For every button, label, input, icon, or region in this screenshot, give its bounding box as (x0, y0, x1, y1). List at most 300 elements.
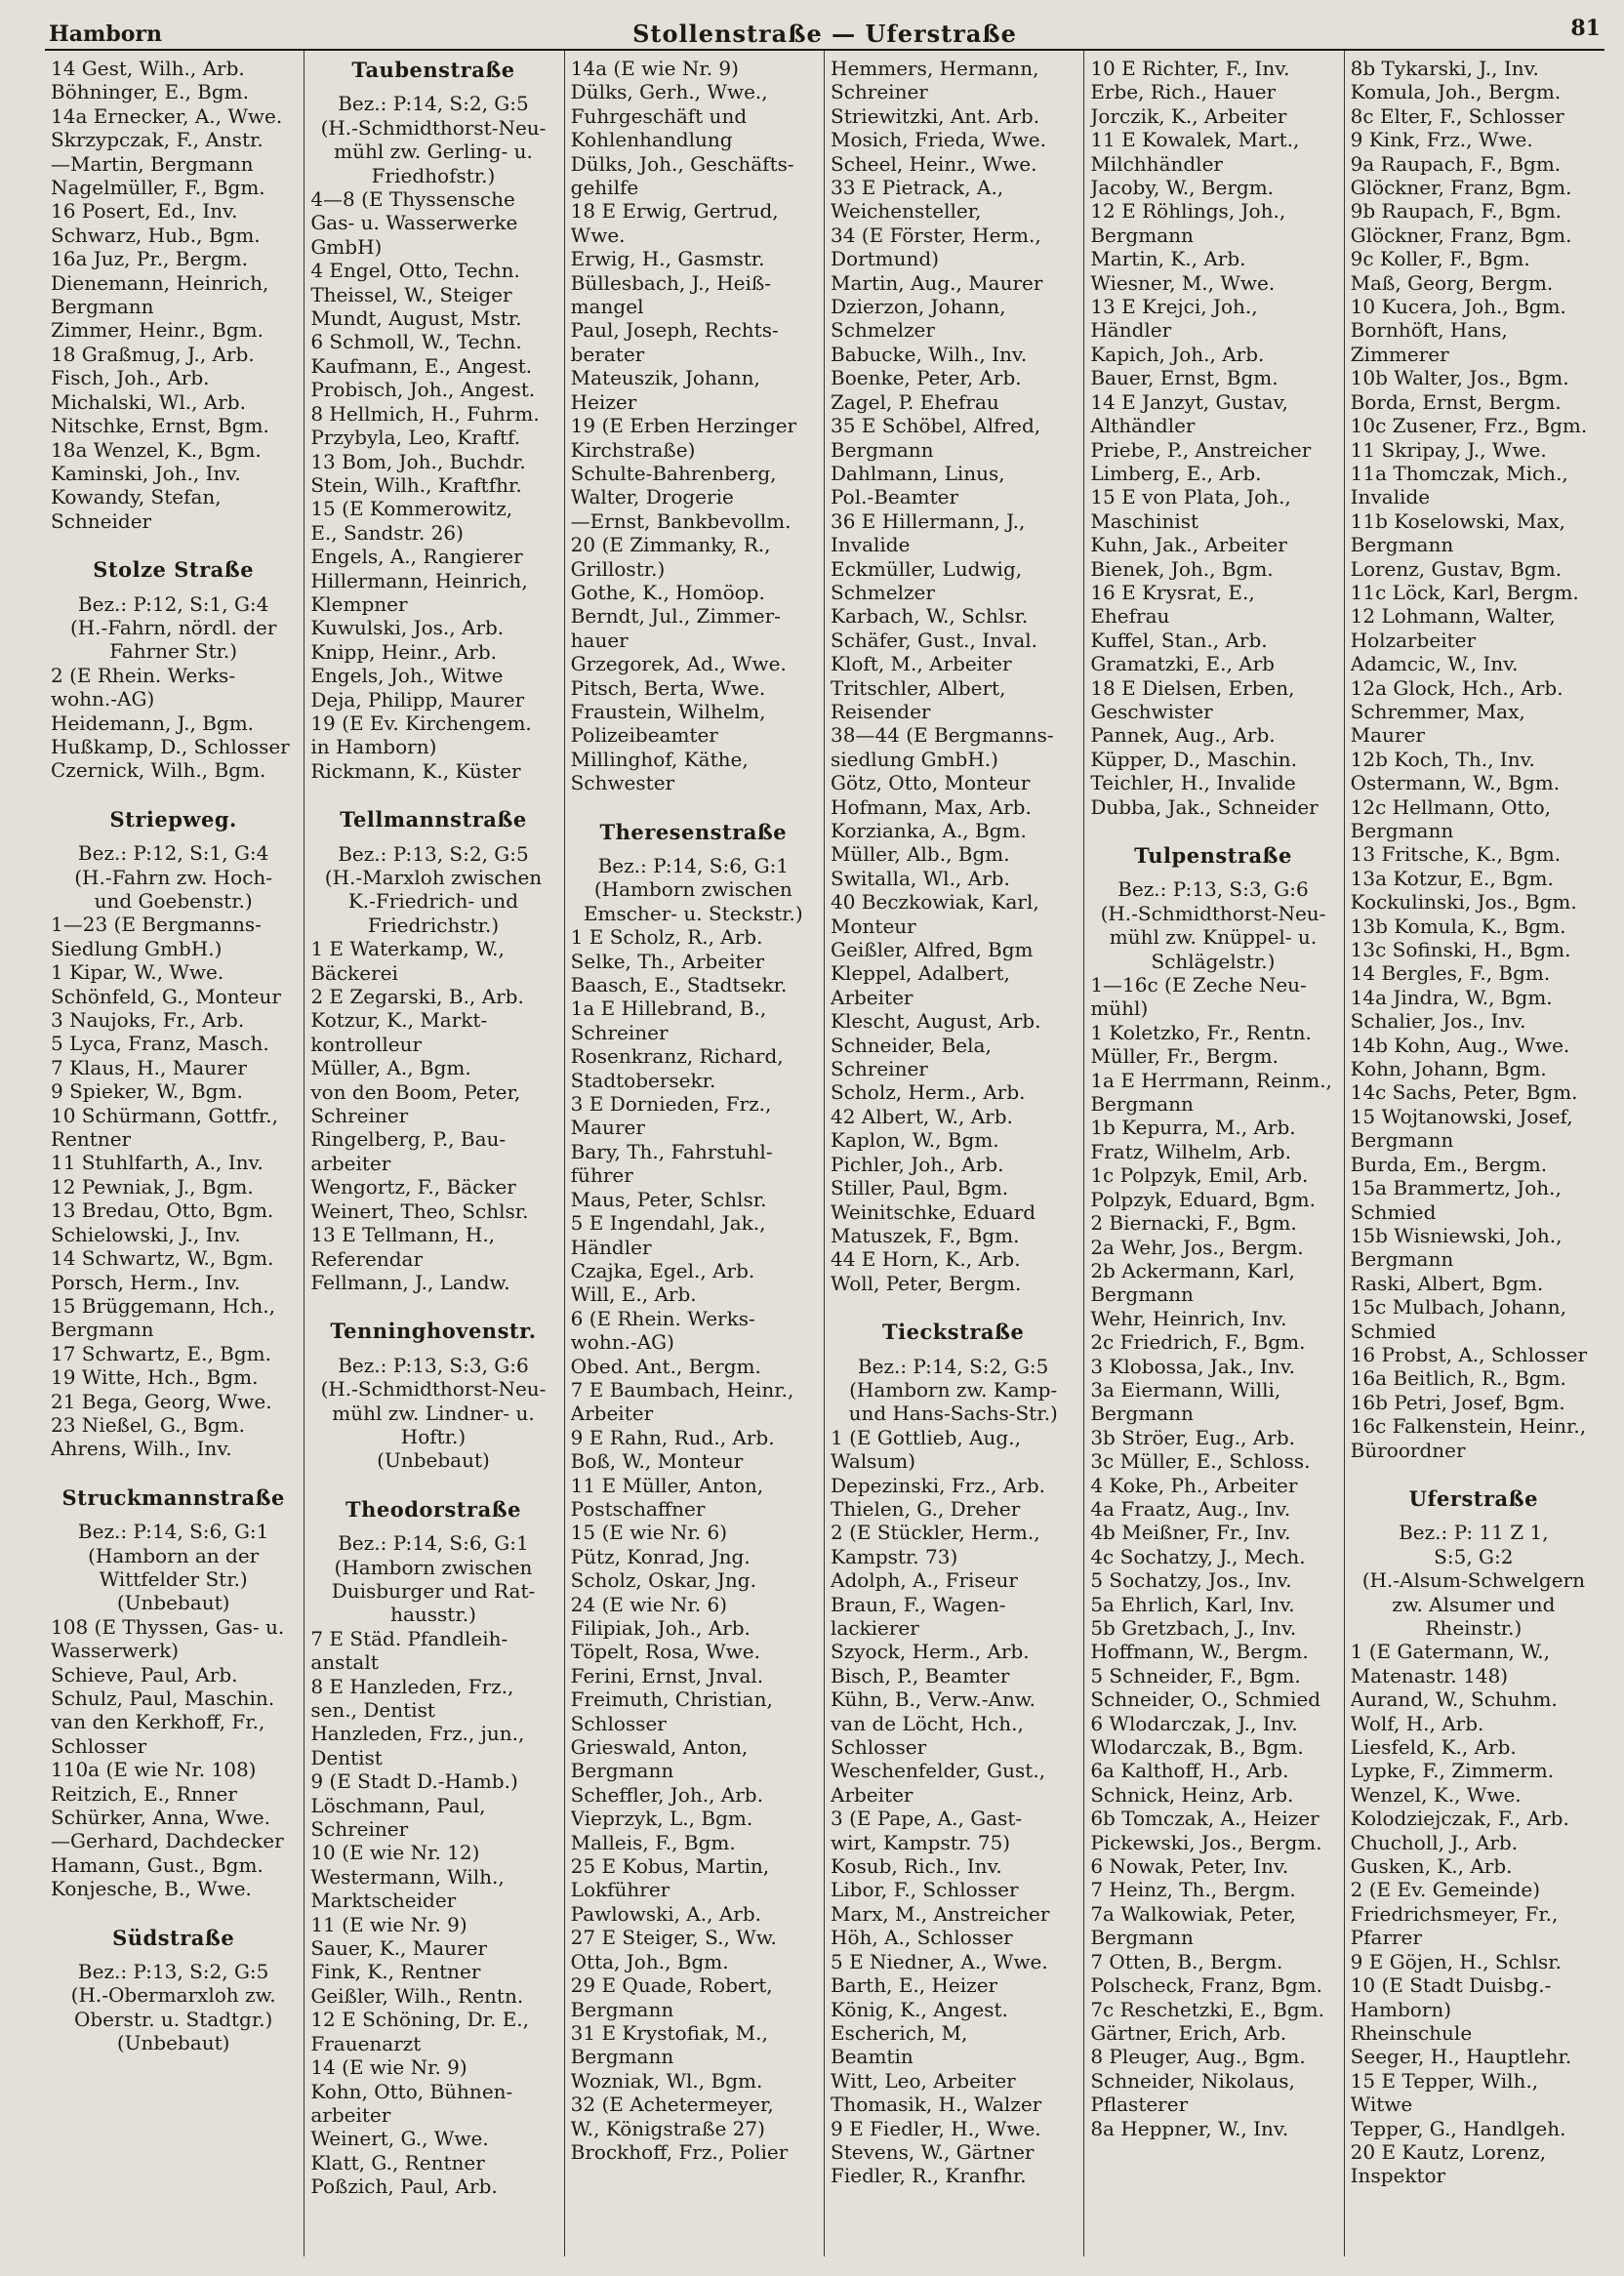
street-info: Bez.: P:14, S:6, G:1 (338, 1531, 529, 1556)
resident-entry: Bergmann (570, 1759, 674, 1783)
resident-entry: Braun, F., Wagen- (831, 1592, 1006, 1616)
resident-entry: 13 Bredau, Otto, Bgm. (51, 1199, 274, 1223)
resident-entry: berater (570, 342, 645, 366)
resident-entry: Wenzel, K., Wwe. (1350, 1782, 1522, 1807)
resident-entry: Pol.-Beamter (831, 485, 959, 509)
resident-entry: Bergmann (1090, 1092, 1194, 1117)
resident-entry: 18a Wenzel, K., Bgm. (51, 437, 262, 462)
resident-entry: Rickmann, K., Küster (310, 758, 521, 783)
resident-entry: Szyock, Herm., Arb. (831, 1640, 1030, 1664)
resident-entry: 9 E Fiedler, H., Wwe. (831, 2116, 1041, 2140)
resident-entry: Fisch, Joh., Arb. (51, 366, 210, 390)
resident-entry: Marx, M., Anstreicher (831, 1901, 1050, 1926)
resident-entry: Lorenz, Gustav, Bgm. (1350, 556, 1563, 581)
street-info: (H.-Schmidthorst-Neu- (320, 1377, 547, 1402)
resident-entry: hauer (570, 628, 629, 652)
resident-entry: Engels, Joh., Witwe (310, 664, 504, 688)
resident-entry: Porsch, Herm., Inv. (51, 1270, 241, 1294)
resident-entry: 27 E Steiger, S., Ww. (570, 1926, 777, 1950)
resident-entry: 5 E Niedner, A., Wwe. (831, 1949, 1048, 1973)
resident-entry: Adolph, A., Friseur (831, 1568, 1018, 1593)
resident-entry: Wlodarczak, B., Bgm. (1090, 1735, 1304, 1760)
street-info: Bez.: P:14, S:6, G:1 (597, 854, 790, 877)
resident-entry: Bergmann (831, 437, 934, 462)
resident-entry: Engels, A., Rangierer (310, 545, 523, 569)
resident-entry: Schneider, O., Schmied (1090, 1687, 1321, 1712)
resident-entry: Tepper, G., Handlgeh. (1350, 2116, 1566, 2140)
resident-entry: Probisch, Joh., Angest. (310, 378, 536, 402)
resident-entry: Gramatzki, E., Arb (1090, 652, 1275, 676)
resident-entry: Millinghof, Käthe, (570, 747, 749, 771)
resident-entry: Kotzur, K., Markt- (310, 1008, 488, 1033)
resident-entry: 14 Schwartz, W., Bgm. (51, 1246, 274, 1271)
resident-entry: Raski, Albert, Bgm. (1350, 1271, 1544, 1295)
resident-entry: von den Boom, Peter, (310, 1079, 521, 1104)
resident-entry: Reitzich, E., Rnner (51, 1781, 237, 1806)
resident-entry: 7 Otten, B., Bergm. (1090, 1949, 1283, 1973)
resident-entry: 5 E Ingendahl, Jak., (570, 1211, 766, 1236)
resident-entry: Rentner (51, 1127, 132, 1152)
resident-entry: 13 Bom, Joh., Buchdr. (310, 449, 526, 473)
directory-column (825, 51, 1084, 2256)
resident-entry: 10 E Richter, F., Inv. (1090, 57, 1290, 80)
resident-entry: —Martin, Bergmann (51, 151, 254, 176)
street-info: (H.-Fahrn, nördl. der (69, 615, 277, 639)
resident-entry: 6a Kalthoff, H., Arb. (1090, 1759, 1289, 1783)
street-info: S:5, G:2 (1434, 1544, 1514, 1568)
street-heading: Tenninghovenstr. (330, 1319, 537, 1344)
street-info: Bez.: P:13, S:2, G:5 (77, 1960, 269, 1984)
resident-entry: 11c Löck, Karl, Bergm. (1350, 580, 1579, 604)
resident-entry: Woll, Peter, Bergm. (831, 1271, 1022, 1295)
resident-entry: sen., Dentist (310, 1698, 435, 1722)
resident-entry: 20 (E Zimmanky, R., (570, 533, 771, 557)
resident-entry: Gas- u. Wasserwerke (310, 211, 518, 235)
resident-entry: Karbach, W., Schlsr. (831, 604, 1029, 629)
resident-entry: Fraustein, Wilhelm, (570, 699, 766, 723)
resident-entry: Kirchstraße) (570, 437, 696, 462)
resident-entry: 8 Hellmich, H., Fuhrm. (310, 401, 540, 426)
resident-entry: Frauenarzt (310, 2031, 422, 2055)
resident-entry: Küpper, D., Maschin. (1090, 747, 1298, 771)
resident-entry: Geißler, Wilh., Rentn. (310, 1983, 524, 2008)
resident-entry: Müller, Alb., Bgm. (831, 842, 1010, 867)
resident-entry: 10 (E wie Nr. 12) (310, 1841, 480, 1865)
resident-entry: Maus, Peter, Schlsr. (570, 1187, 767, 1211)
resident-entry: 15 Wojtanowski, Josef, (1350, 1104, 1573, 1128)
resident-entry: Dortmund) (831, 247, 940, 271)
resident-entry: 3 Klobossa, Jak., Inv. (1090, 1354, 1295, 1378)
resident-entry: 1 (E Gottlieb, Aug., (831, 1425, 1021, 1449)
resident-entry: 42 Albert, W., Arb. (831, 1104, 1013, 1128)
street-heading: Taubenstraße (351, 58, 515, 82)
resident-entry: 16c Falkenstein, Heinr., (1350, 1414, 1587, 1439)
resident-entry: mühl) (1090, 996, 1149, 1021)
resident-entry: 6 Schmoll, W., Techn. (310, 330, 522, 354)
resident-entry: Schwarz, Hub., Bgm. (51, 223, 261, 247)
resident-entry: wohn.-AG) (570, 1330, 674, 1355)
resident-entry: Schielowski, J., Inv. (51, 1222, 241, 1246)
resident-entry: Jorczik, K., Arbeiter (1090, 103, 1287, 128)
resident-entry: Wengortz, F., Bäcker (310, 1175, 516, 1199)
resident-entry: Scholz, Herm., Arb. (831, 1080, 1026, 1105)
resident-entry: Kolodziejczak, F., Arb. (1350, 1807, 1569, 1831)
resident-entry: Monteur (831, 914, 916, 938)
resident-entry: Geißler, Alfred, Bgm (831, 938, 1034, 962)
street-info: (Unbebaut) (116, 1591, 230, 1615)
resident-entry: Escherich, M, (831, 2020, 968, 2045)
resident-entry: 5b Gretzbach, J., Inv. (1090, 1616, 1297, 1640)
resident-entry: Höh, A., Schlosser (831, 1926, 1013, 1950)
header-street-range: Stollenstraße — Uferstraße (632, 20, 1017, 48)
street-info: (H.-Obermarxloh zw. (70, 1983, 276, 2008)
resident-entry: 14b Kohn, Aug., Wwe. (1350, 1033, 1570, 1057)
resident-entry: Kampstr. 73) (831, 1544, 958, 1568)
resident-entry: Milchhändler (1090, 151, 1223, 176)
resident-entry: 17 Schwartz, E., Bgm. (51, 1341, 271, 1365)
resident-entry: 31 E Krystofiak, M., (570, 2020, 768, 2045)
resident-entry: Müller, A., Bgm. (310, 1056, 471, 1080)
resident-entry: Walter, Drogerie (570, 485, 734, 509)
street-info: mühl zw. Knüppel- u. (1109, 925, 1318, 950)
resident-entry: 10 (E Stadt Duisbg.- (1350, 1973, 1552, 1998)
resident-entry: Händler (570, 1235, 652, 1259)
directory-column (304, 51, 564, 2256)
resident-entry: Scheffler, Joh., Arb. (570, 1782, 763, 1807)
resident-entry: Schlosser (831, 1735, 927, 1760)
resident-entry: E., Sandstr. 26) (310, 520, 464, 545)
resident-entry: Weinitschke, Eduard (831, 1199, 1036, 1224)
resident-entry: 24 (E wie Nr. 6) (570, 1592, 728, 1616)
resident-entry: Wwe. (570, 223, 626, 247)
resident-entry: 7 Klaus, H., Maurer (51, 1055, 247, 1079)
resident-entry: Stevens, W., Gärtner (831, 2139, 1035, 2164)
resident-entry: siedlung GmbH.) (831, 747, 998, 771)
resident-entry: Schmied (1350, 1319, 1437, 1343)
resident-entry: 18 E Erwig, Gertrud, (570, 199, 779, 224)
resident-entry: 4c Sochatzy, J., Mech. (1090, 1544, 1306, 1568)
resident-entry: Hußkamp, D., Schlosser (51, 734, 290, 758)
resident-entry: Malleis, F., Bgm. (570, 1830, 736, 1854)
resident-entry: Ringelberg, P., Bau- (310, 1127, 507, 1152)
resident-entry: Schlosser (51, 1733, 147, 1758)
resident-entry: 14 Gest, Wilh., Arb. (51, 57, 245, 80)
resident-entry: 40 Beczkowiak, Karl, (831, 890, 1039, 914)
resident-entry: Invalide (831, 533, 911, 557)
resident-entry: Borda, Ernst, Bergm. (1350, 389, 1562, 414)
street-info: (H.-Schmidthorst-Neu- (320, 115, 547, 140)
resident-entry: Striewitzki, Ant. Arb. (831, 103, 1040, 128)
resident-entry: Reisender (831, 699, 931, 723)
resident-entry: Althändler (1090, 414, 1196, 438)
street-info: Emscher- u. Steckstr.) (583, 901, 803, 925)
resident-entry: 1b Kepurra, M., Arb. (1090, 1116, 1296, 1140)
resident-entry: 12 Pewniak, J., Bgm. (51, 1174, 254, 1199)
resident-entry: 11 E Müller, Anton, (570, 1473, 764, 1497)
street-info: (Hamborn zwischen (334, 1555, 533, 1579)
resident-entry: Fuhrgeschäft und (570, 103, 748, 128)
resident-entry: 7a Walkowiak, Peter, (1090, 1901, 1296, 1926)
resident-entry: 12b Koch, Th., Inv. (1350, 747, 1535, 771)
resident-entry: 19 (E Erben Herzinger (570, 414, 797, 438)
resident-entry: Kohn, Otto, Bühnen- (310, 2079, 513, 2103)
resident-entry: —Ernst, Bankbevollm. (570, 508, 792, 533)
resident-entry: Friedrichsmeyer, Fr., (1350, 1901, 1559, 1926)
resident-entry: Pflasterer (1090, 2093, 1189, 2117)
resident-entry: Schneider (51, 508, 152, 533)
resident-entry: Bienek, Joh., Bgm. (1090, 556, 1274, 581)
resident-entry: Schreiner (310, 1104, 409, 1128)
resident-entry: Schürker, Anna, Wwe. (51, 1806, 270, 1830)
resident-entry: 33 E Pietrack, A., (831, 176, 1004, 200)
resident-entry: Kloft, M., Arbeiter (831, 652, 1012, 676)
resident-entry: Limberg, E., Arb. (1090, 461, 1262, 485)
resident-entry: Witwe (1350, 2093, 1413, 2117)
resident-entry: Kühn, B., Verw.-Anw. (831, 1687, 1035, 1712)
resident-entry: 6 Wlodarczak, J., Inv. (1090, 1711, 1298, 1735)
resident-entry: Kuwulski, Jos., Arb. (310, 616, 505, 640)
resident-entry: 11 E Kowalek, Mart., (1090, 128, 1300, 152)
resident-entry: Kowandy, Stefan, (51, 485, 222, 509)
resident-entry: 3c Müller, E., Schloss. (1090, 1449, 1311, 1474)
resident-entry: Beamtin (831, 2045, 914, 2069)
directory-column (1084, 51, 1344, 2256)
resident-entry: 19 Witte, Hch., Bgm. (51, 1365, 259, 1390)
resident-entry: Schalier, Jos., Inv. (1350, 1009, 1526, 1034)
resident-entry: Sauer, K., Maurer (310, 1936, 488, 1961)
resident-entry: Bergmann (51, 1318, 154, 1342)
street-heading: Uferstraße (1408, 1485, 1538, 1511)
resident-entry: Filipiak, Joh., Arb. (570, 1616, 751, 1640)
street-info: Hoftr.) (400, 1424, 467, 1448)
resident-entry: Grillostr.) (570, 556, 666, 581)
resident-entry: Scheel, Heinr., Wwe. (831, 151, 1037, 176)
resident-entry: Maurer (1350, 723, 1425, 748)
resident-entry: 10 Kucera, Joh., Bgm. (1350, 295, 1566, 319)
resident-entry: Geschwister (1090, 699, 1213, 723)
resident-entry: Hamborn) (1350, 1997, 1452, 2021)
resident-entry: 13b Komula, K., Bgm. (1350, 914, 1566, 938)
resident-entry: Polscheck, Franz, Bgm. (1090, 1973, 1322, 1998)
resident-entry: Matuszek, F., Bgm. (831, 1223, 1020, 1247)
resident-entry: Baasch, E., Stadtsekr. (570, 973, 788, 997)
resident-entry: Marktscheider (310, 1889, 457, 1913)
street-heading: Theresenstraße (599, 819, 788, 844)
resident-entry: 16a Juz, Pr., Bergm. (51, 247, 248, 271)
resident-entry: 11 (E wie Nr. 9) (310, 1912, 467, 1936)
resident-entry: van den Kerkhoff, Fr., (51, 1710, 265, 1734)
resident-entry: Komula, Joh., Bergm. (1350, 80, 1562, 104)
resident-entry: 23 Nießel, G., Bgm. (51, 1412, 246, 1437)
resident-entry: Barth, E., Heizer (831, 1973, 998, 1998)
resident-entry: wirt, Kampstr. 75) (831, 1830, 1011, 1854)
street-info: Bez.: P:14, S:2, G:5 (857, 1354, 1049, 1378)
resident-entry: Schönfeld, G., Monteur (51, 984, 281, 1008)
resident-entry: Zagel, P. Ehefrau (831, 389, 999, 414)
resident-entry: 25 E Kobus, Martin, (570, 1854, 770, 1879)
resident-entry: Pawlowski, A., Arb. (570, 1901, 761, 1926)
resident-entry: 16 E Krysrat, E., (1090, 580, 1255, 604)
resident-entry: Wozniak, Wl., Bgm. (570, 2068, 763, 2093)
resident-entry: Hofmann, Max, Arb. (831, 794, 1032, 819)
resident-entry: 13c Sofinski, H., Bgm. (1350, 938, 1571, 962)
resident-entry: 15 (E Kommerowitz, (310, 497, 513, 521)
street-info: Fahrner Str.) (109, 639, 238, 664)
resident-entry: Böhninger, E., Bgm. (51, 80, 249, 104)
street-info: und Goebenstr.) (94, 889, 253, 913)
resident-entry: 4 Engel, Otto, Techn. (310, 259, 520, 283)
resident-entry: Bornhöft, Hans, (1350, 318, 1508, 343)
resident-entry: Wolf, H., Arb. (1350, 1711, 1484, 1735)
resident-entry: Mundt, August, Mstr. (310, 306, 522, 331)
resident-entry: Kohn, Johann, Bgm. (1350, 1057, 1547, 1081)
resident-entry: Hamann, Gust., Bgm. (51, 1852, 264, 1877)
resident-entry: Thomasik, H., Walzer (831, 2093, 1042, 2117)
resident-entry: Kapich, Joh., Arb. (1090, 342, 1265, 366)
resident-entry: 13a Kotzur, E., Bgm. (1350, 866, 1554, 890)
street-heading: Südstraße (112, 1925, 235, 1950)
resident-entry: Fratz, Wilhelm, Arb. (1090, 1139, 1291, 1163)
resident-entry: 2c Friedrich, F., Bgm. (1090, 1330, 1306, 1355)
resident-entry: 1a E Herrmann, Reinm., (1090, 1068, 1332, 1092)
resident-entry: 1—16c (E Zeche Neu- (1090, 973, 1307, 997)
resident-entry: Hanzleden, Frz., jun., (310, 1722, 525, 1746)
street-info: Duisburger und Rat- (331, 1578, 536, 1603)
resident-entry: Klatt, G., Rentner (310, 2150, 485, 2174)
resident-entry: 15 E Tepper, Wilh., (1350, 2068, 1539, 2093)
resident-entry: Büroordner (1350, 1438, 1466, 1462)
street-info: Bez.: P:14, S:6, G:1 (77, 1520, 269, 1544)
resident-entry: 1 Kipar, W., Wwe. (51, 960, 224, 985)
resident-entry: Bisch, P., Beamter (831, 1663, 1010, 1687)
street-heading: Tulpenstraße (1134, 843, 1292, 868)
resident-entry: Burda, Em., Bergm. (1350, 1152, 1548, 1176)
resident-entry: 6 Nowak, Peter, Inv. (1090, 1854, 1289, 1879)
resident-entry: 1 E Scholz, R., Arb. (570, 925, 763, 950)
resident-entry: Bergmann (570, 1997, 674, 2021)
resident-entry: Otta, Joh., Bgm. (570, 1949, 729, 1973)
street-info: Rheinstr.) (1425, 1616, 1522, 1640)
resident-entry: Pannek, Aug., Arb. (1090, 723, 1276, 748)
resident-entry: Klescht, August, Arb. (831, 1009, 1041, 1034)
resident-entry: Bergmann (1350, 1247, 1454, 1272)
resident-entry: Priebe, P., Anstreicher (1090, 437, 1312, 462)
resident-entry: 4a Fraatz, Aug., Inv. (1090, 1496, 1291, 1521)
resident-entry: 4b Meißner, Fr., Inv. (1090, 1521, 1291, 1545)
resident-entry: König, K., Angest. (831, 1997, 1008, 2021)
resident-entry: Händler (1090, 318, 1172, 343)
resident-entry: Martin, Aug., Maurer (831, 270, 1043, 295)
resident-entry: Przybyla, Leo, Kraftf. (310, 426, 521, 450)
resident-entry: Fellmann, J., Landw. (310, 1270, 510, 1294)
resident-entry: 19 (E Ev. Kirchengem. (310, 711, 532, 735)
resident-entry: 12 Lohmann, Walter, (1350, 604, 1556, 629)
street-heading: Tellmannstraße (340, 807, 527, 833)
resident-entry: 32 (E Achetermeyer, (570, 2093, 774, 2117)
resident-entry: Schmelzer (831, 318, 935, 343)
resident-entry: GmbH) (310, 234, 383, 259)
resident-entry: Wasserwerk) (51, 1639, 180, 1663)
resident-entry: —Gerhard, Dachdecker (51, 1829, 284, 1853)
resident-entry: 20 E Kautz, Lorenz, (1350, 2139, 1546, 2164)
page-number: 81 (1570, 16, 1601, 41)
resident-entry: 7c Reschetzki, E., Bgm. (1090, 1997, 1324, 2021)
resident-entry: Thielen, G., Dreher (831, 1496, 1021, 1521)
street-info: K.-Friedrich- und (347, 889, 519, 914)
resident-entry: 14 E Janzyt, Gustav, (1090, 389, 1288, 414)
resident-entry: Büllesbach, J., Heiß- (570, 270, 771, 295)
resident-entry: 2 (E Rhein. Werks- (51, 663, 236, 687)
resident-entry: 3b Ströer, Eug., Arb. (1090, 1425, 1295, 1449)
resident-entry: Schneider, Nikolaus, (1090, 2068, 1295, 2093)
street-info: Bez.: P: 11 Z 1, (1399, 1521, 1549, 1545)
resident-entry: Hillermann, Heinrich, (310, 568, 528, 592)
resident-entry: Pickewski, Jos., Bergm. (1090, 1830, 1322, 1854)
resident-entry: Schmelzer (831, 580, 935, 604)
resident-entry: 1 (E Gatermann, W., (1350, 1640, 1550, 1664)
resident-entry: Schreiner (831, 1057, 928, 1081)
resident-entry: Schneider, Bela, (831, 1033, 992, 1057)
street-info: (H.-Marxloh zwischen (324, 866, 543, 889)
resident-entry: Dzierzon, Johann, (831, 295, 1006, 319)
resident-entry: 8a Heppner, W., Inv. (1090, 2116, 1289, 2140)
resident-entry: Dülks, Joh., Geschäfts- (570, 151, 794, 176)
resident-entry: Bäckerei (310, 960, 398, 985)
street-info: (Unbebaut) (377, 1448, 490, 1473)
street-info: (H.-Alsum-Schwelgern (1361, 1568, 1585, 1593)
directory-column (45, 51, 304, 2256)
resident-entry: führer (570, 1163, 633, 1188)
street-info: (H.-Fahrn zw. Hoch- (74, 865, 273, 889)
resident-entry: 15b Wisniewski, Joh., (1350, 1223, 1563, 1247)
resident-entry: Kohlenhandlung (570, 128, 733, 152)
resident-entry: Aurand, W., Schuhm. (1350, 1687, 1558, 1712)
resident-entry: Kosub, Rich., Inv. (831, 1854, 1002, 1879)
resident-entry: 5 Schneider, F., Bgm. (1090, 1663, 1301, 1687)
resident-entry: Bergmann (51, 295, 154, 319)
resident-entry: Bergmann (1090, 1282, 1194, 1307)
resident-entry: 3 E Dornieden, Frz., (570, 1092, 772, 1117)
street-heading: Striepweg. (109, 806, 237, 832)
page-header (45, 14, 1604, 51)
street-info: Bez.: P:12, S:1, G:4 (77, 841, 269, 866)
resident-entry: 6b Tomczak, A., Heizer (1090, 1807, 1320, 1831)
resident-entry: 35 E Schöbel, Alfred, (831, 414, 1041, 438)
resident-entry: 10c Zusener, Frz., Bgm. (1350, 414, 1588, 438)
resident-entry: Schulz, Paul, Maschin. (51, 1687, 275, 1710)
resident-entry: Zimmer, Heinr., Bgm. (51, 318, 264, 343)
resident-entry: Maurer (570, 1116, 645, 1140)
resident-entry: Grieswald, Anton, (570, 1735, 749, 1760)
resident-entry: Boenke, Peter, Arb. (831, 366, 1022, 390)
resident-entry: Tritschler, Albert, (831, 675, 1006, 700)
resident-entry: 7 Heinz, Th., Bergm. (1090, 1878, 1296, 1902)
resident-entry: 14a Jindra, W., Bgm. (1350, 985, 1553, 1009)
resident-entry: Depezinski, Frz., Arb. (831, 1473, 1046, 1497)
resident-entry: 2 E Zegarski, B., Arb. (310, 985, 524, 1009)
resident-entry: 2 (E Stückler, Herm., (831, 1521, 1040, 1545)
street-heading: Tieckstraße (882, 1320, 1025, 1345)
resident-entry: 15 Brüggemann, Hch., (51, 1293, 275, 1318)
street-heading: Theodorstraße (345, 1496, 521, 1522)
resident-entry: Ehefrau (1090, 604, 1170, 629)
resident-entry: 15 E von Plata, Joh., (1090, 485, 1291, 509)
resident-entry: Erbe, Rich., Hauer (1090, 80, 1277, 104)
header-district: Hamborn (49, 21, 162, 47)
resident-entry: wohn.-AG) (51, 687, 155, 711)
resident-entry: Gusken, K., Arb. (1350, 1854, 1513, 1879)
resident-entry: Postschaffner (570, 1496, 706, 1521)
